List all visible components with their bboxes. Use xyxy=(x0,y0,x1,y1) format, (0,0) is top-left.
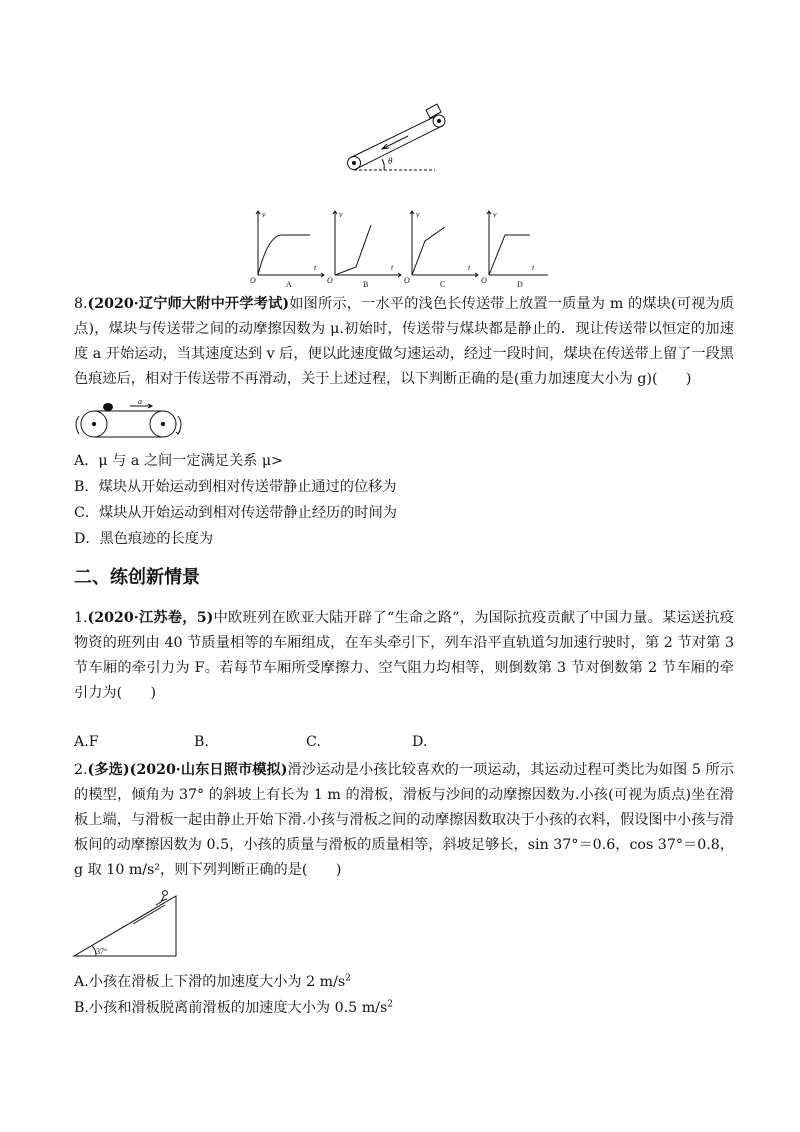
q2-source: (多选)(2020·山东日照市模拟) xyxy=(87,762,288,778)
q2-option-a-sup: 2 xyxy=(345,973,351,984)
q2-option-a-text: A.小孩在滑板上下滑的加速度大小为 2 m/s xyxy=(74,974,346,990)
q2-option-b-sup: 2 xyxy=(387,999,393,1010)
graph-option-a: A xyxy=(286,280,292,289)
slope-angle-label: 37° xyxy=(96,947,108,956)
graph-d-curve xyxy=(489,235,530,275)
q2-body: 滑沙运动是小孩比较喜欢的一项运动，其运动过程可类比为如图 5 所示的模型，倾角为 37° 的斜坡上有长为 1 m 的滑板，滑板与沙间的动摩擦因数为.小孩(可视为质点)坐在滑板上端，与滑板一起由静止开始下滑.小孩与滑板之间的动摩擦因数取决于小孩的衣料，假设图中小孩与滑板间的动摩擦因数为 0.5，小孩的质量与滑板的质量相等，斜坡足够长，sin 37°＝0.6，cos 37°＝0.8，g 取 10 m/s²，则下列判断正确的是( ) xyxy=(74,762,734,878)
graph-option-c: C xyxy=(440,280,446,289)
q8-option-d: D．黑色痕迹的长度为 xyxy=(74,531,214,547)
graph-c-origin: O xyxy=(404,276,410,285)
q1-body: 中欧班列在欧亚大陆开辟了“生命之路”，为国际抗疫贡献了中国力量。某运送抗疫物资的班列由 40 节质量相等的车厢组成，在车头牵引下，列车沿平直轨道匀加速行驶时，第 2 节对第 3 节车厢的牵引力为 F。若每节车厢所受摩擦力、空气阻力均相等，则倒数第 3 节对倒数第 2 节车厢的牵引力为( ) xyxy=(74,610,734,701)
graph-b-v-label: v xyxy=(339,210,343,219)
q2-stem xyxy=(74,758,734,883)
q8-body: 如图所示，一水平的浅色长传送带上放置一质量为 m 的煤块(可视为质点)，煤块与传送带之间的动摩擦因数为 μ.初始时，传送带与煤块都是静止的．现让传送带以恒定的加速度 a 开始运动，当其速度达到 v 后，便以此速度做匀速运动，经过一段时间，煤块在传送带上留了一段黑色痕迹后，相对于传送带不再滑动，关于上述过程，以下判断正确的是(重力加速度大小为 g)( ) xyxy=(74,296,734,387)
graph-a-curve xyxy=(258,235,310,275)
q1-source: (2020·江苏卷，5) xyxy=(87,610,214,626)
graph-c-t-label: t xyxy=(468,263,471,272)
graph-d-t-label: t xyxy=(532,263,535,272)
horizontal-conveyor-figure xyxy=(70,396,185,444)
graph-d-origin: O xyxy=(481,276,487,285)
graph-option-d: D xyxy=(517,280,523,289)
section-heading: 二、练创新情景 xyxy=(74,567,200,588)
graph-d-v-label: v xyxy=(493,210,497,219)
coal-block xyxy=(103,403,113,411)
q1-option-d: D. xyxy=(412,734,428,750)
q8-option-a: A．μ 与 a 之间一定满足关系 μ> xyxy=(74,453,283,469)
graph-c-v-label: v xyxy=(416,210,420,219)
graph-a-v-label: v xyxy=(262,210,266,219)
graph-option-b: B xyxy=(363,280,369,289)
q2-number: 2. xyxy=(74,762,88,778)
q1-option-a: A.F xyxy=(74,734,99,750)
acceleration-a-label: a xyxy=(138,397,142,406)
q1-option-c: C. xyxy=(306,734,321,750)
q8-option-b: B．煤块从开始运动到相对传送带静止通过的位移为 xyxy=(74,479,397,495)
q8-stem xyxy=(74,292,734,392)
q2-option-a xyxy=(74,971,351,993)
graph-b-curve xyxy=(335,225,371,275)
q2-option-b xyxy=(74,997,393,1019)
q1-stem xyxy=(74,606,734,706)
graph-a-t-label: t xyxy=(314,263,317,272)
q1-number: 1. xyxy=(74,610,88,626)
graph-b-t-label: t xyxy=(391,263,394,272)
q1-option-b: B. xyxy=(194,734,209,750)
q8-option-c: C．煤块从开始运动到相对传送带静止经历的时间为 xyxy=(74,505,397,521)
angle-theta-label: θ xyxy=(388,156,393,166)
graph-b-origin: O xyxy=(327,276,333,285)
sand-slope-figure xyxy=(72,886,182,960)
q8-number: 8. xyxy=(74,296,88,312)
graph-c-curve xyxy=(412,227,445,275)
q8-source: (2020·辽宁师大附中开学考试) xyxy=(87,296,290,312)
graph-a-origin: O xyxy=(250,276,256,285)
vt-graphs-figure xyxy=(248,205,548,290)
incline-conveyor-figure xyxy=(340,92,450,176)
q2-option-b-text: B.小孩和滑板脱离前滑板的加速度大小为 0.5 m/s xyxy=(74,1000,388,1016)
